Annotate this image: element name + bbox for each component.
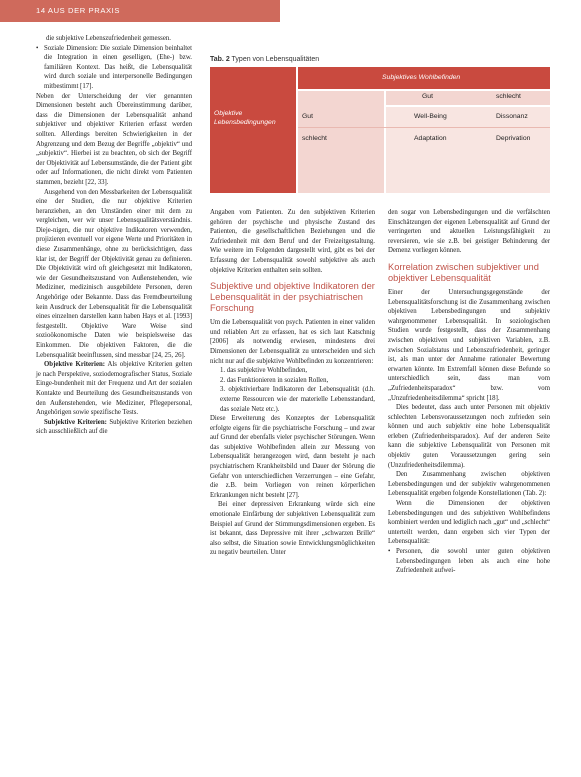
list-item: 1. das subjektive Wohlbefinden, (220, 367, 308, 375)
paragraph-text: Als objektive Kriterien gelten je nach Perspektive, soziodemografischer Status, Soziale Einge-bundenheit mit der Frequenz und Art der sozialen Kontakte und Beurteilung des Gesundheitszustands von den Außenstehenden, wie Mediziner, Pflegepersonal, Angehörigen sowie spezifische Tests. (36, 361, 192, 417)
paragraph: Diese Erweiterung des Konzeptes der Lebensqualität erfolgte eigens für die psychiatrische Forschung – und zwar auf Grund der ebenfalls vieler psychischer Störungen. Wenn das subjektive Wohlbefinden allein zur Messung von Lebensqualität herangezogen wird, dann besteht je nach psychiatrischem Krankheitsbild und Dauer der Störung die Gefahr von unterschiedlichen Verzerrungen – eine Gefahr, die z.B. beim Vorliegen von reinen körperlichen Erkrankungen nicht besteht [27]. (210, 415, 375, 499)
section-heading: Korrelation zwischen subjektiver und objektiver Lebensqualität (388, 261, 539, 283)
list-item-cont: die subjektive Lebenszufriedenheit gemessen. (46, 35, 171, 42)
paragraph: Den Zusammenhang zwischen objektiven Lebensbedingungen und der subjektiv wahrgenommenen Lebensqualität ergeben folgende Konstellationen (Tab. 2): (388, 471, 550, 498)
cell-dissonance: Dissonanz (496, 113, 528, 120)
cell-deprivation: Deprivation (496, 135, 531, 142)
paragraph: Dies bedeutet, dass auch unter Personen mit objektiv schlechten Lebensvoraussetzungen noch zufrieden sein können und auch subjektiv eine hohe Lebensqualität erleben (Zufriedenheitsparadox). Auf der anderen Seite kann die subjektive Lebensqualität von Personen mit objektiv guten Voraussetzungen gering sein (Unzufriedenheitsdilemma). (388, 404, 550, 469)
paragraph-subjective-criteria (36, 418, 192, 437)
row-label-good: Gut (302, 113, 313, 120)
paragraph: Um die Lebensqualität von psych. Patienten in einer validen und reliablen Art zu erfassen, hat es sich laut Katschnig [2006] als notwendig erwiesen, mindestens drei Dimensionen der Lebensqualität zu unterscheiden und sich nicht nur auf die subjektive Wohlbefinden zu konzentrieren: (210, 319, 375, 365)
quality-of-life-types-table (210, 67, 550, 193)
paragraph: den sogar von Lebensbedingungen und die verfälschten Einschätzungen der eigenen Lebensqualität auf Grund der verringerten und aktuellen Leistungsfähigkeit zu reversieren, wie sie z.B. bei geistiger Behinderung der Demenz vorliegen können. (388, 209, 550, 255)
paragraph: Wenn die Dimensionen der objektiven Lebensbedingungen und des subjektiven Wohlbefindens kombiniert werden und lediglich nach „gut“ und „schlecht“ unterteilt werden, dann ergeben sich vier Typen der Lebensqualität: (388, 500, 550, 546)
column-right (388, 208, 550, 576)
paragraph-objective-criteria (36, 360, 192, 418)
table-caption (210, 56, 319, 63)
section-heading: Subjektive und objektive Indikatoren der Lebensqualität in der psychiatrischen Forschung (210, 281, 375, 314)
paragraph: Bei einer depressiven Erkrankung würde sich eine emotionale Einfärbung der subjektiven Lebensqualität zum Beispiel auf Grund der Stimmungsdimensionen ergeben. Es ist bekannt, dass Depressive mit ihrer „schwarzen Brille“ also selbst, die Situation sowie Entwicklungsmöglichkeiten zu negativ beurteilen. Unter (210, 501, 375, 557)
run-in-heading: Objektive Kriterien: (44, 361, 105, 369)
table-header-span: Subjektives Wohlbefinden (298, 67, 550, 89)
chapter-header-bar (0, 0, 280, 22)
paragraph: Neben der Unterscheidung der vier genannten Dimensionen besteht auch Übereinstimmung darüber, dass die Dimensionen der Lebensqualität anhand subjektiver und objektiver Kriterien erfasst werden sollten. Allerdings bereiten Schwierigkeiten in der Abgrenzung und dem Bezug der Begriffe „objektiv“ und „subjektiv“. Hierbei ist zu beachten, ob sich der Begriff der Objektivität auf Lebensumstände, die der Patient gibt oder auf Informationen, die nicht direkt vom Patienten stammen, bezieht [22, 33]. (36, 92, 192, 186)
table-number: Tab. 2 (210, 56, 230, 63)
column-left (36, 34, 192, 437)
paragraph: Angaben vom Patienten. Zu den subjektiven Kriterien gehören der psychische und physische Zustand des Patienten, die gesellschaftlichen Beziehungen und die Zufriedenheit mit dem Beruf und der Freizeitgestaltung. Wie weitere im Folgenden dargestellt wird, gibt es bei der Erfassung der Lebensqualität sowohl subjektive als auch objektive Kriterien enthalten sein sollten. (210, 209, 375, 274)
table-row-header: Objektive Lebensbedingungen (210, 103, 296, 133)
list-item: 3. objektivierbare Indikatoren der Lebensqualität (d.h. externe Ressourcen wie der materielle Lebensstandard, das soziale Netz etc.). (220, 386, 375, 413)
numbered-list (210, 366, 375, 414)
column-header-bad: schlecht (496, 93, 521, 100)
paragraph-text: Subjektive Kriterien beziehen sich ausschließlich auf die (36, 418, 193, 436)
list-item: • Personen, die sowohl unter guten objektiven Lebensbedingungen leben als auch eine hohe Zufriedenheit aufwei- (388, 547, 550, 576)
column-header-good: Gut (422, 93, 433, 100)
list-item: 2. das Funktionieren in sozialen Rollen, (220, 376, 329, 384)
chapter-header-label: 14 AUS DER PRAXIS (36, 6, 121, 15)
dimension-list (36, 34, 192, 92)
paragraph: Einer der Untersuchungsgegenstände der Lebensqualitätsforschung ist die Zusammenhang zwischen objektiven Lebensbedingungen und subjektiv wahrgenommener Lebensqualität. In soziologischen Studien wurde festgestellt, dass der Zusammenhang zwischen objektiven und subjektiven Variablen, z.B. zwischen Sozialstatus und Lebenszufriedenheit, geringer ist, als man unter der Annahme rationaler Bewertung erwarten könnte. Im Extremfall können diese Befunde so unterschiedlich sein, dass man vom „Zufriedenheitsparadox“ bzw. vom „Unzufriedenheitsdilemma“ spricht [18]. (388, 288, 550, 402)
cell-well-being: Well-Being (414, 113, 447, 120)
cell-adaptation: Adaptation (414, 135, 447, 142)
row-label-bad: schlecht (302, 135, 327, 142)
column-middle (210, 208, 375, 558)
run-in-heading: Subjektive Kriterien: (44, 418, 107, 426)
paragraph: Ausgehend von den Messbarkeiten der Lebensqualität eine der Studien, die nur objektive Kriterien heranziehen, an den Umständen einer mit dem zu vergleichen, wer wir unser Lebensqualitätsverständnis. Dieje-nigen, die nur objektive Indikatoren verwenden, projizieren eventuell vor eigene Werte und Prioritäten in diese Zusammenhänge, ohne zu berücksichtigen, dass klar ist, der Begriff der Objektivität genau zu definieren. Die Objektivität wird oft gleichgesetzt mit Indikatoren, wie der Gesundheitszustand von Außenstehenden, wie Mediziner, medizinisch ausgebildete Personen, deren Angehörige oder Bekannte. Dass das Fremdbeurteilung kein Ausdruck der Lebensqualität für die Lebensqualität eines einzelnen darstellen kann haben Hays et al. [1993] festgestellt. Objektive Ware Weise sind sozioökonomische Daten wie beispielsweise das Einkommen. Die objektiven Faktoren, die die Lebensqualität beeinflussen, sind messbar [24, 25, 26]. (36, 188, 192, 359)
list-item-social-dimension: • Soziale Dimension: Die soziale Dimension beinhaltet die Integration in einen geselligen, (Ehe-) bzw. familiären Kontext. Das heißt, die Lebensqualität wird durch soziale und interpersonelle Bedingungen mitbestimmt [17]. (36, 44, 192, 92)
table-divider (298, 127, 550, 128)
table-caption-text: Typen von Lebensqualitäten (231, 56, 320, 63)
types-list (388, 547, 550, 576)
